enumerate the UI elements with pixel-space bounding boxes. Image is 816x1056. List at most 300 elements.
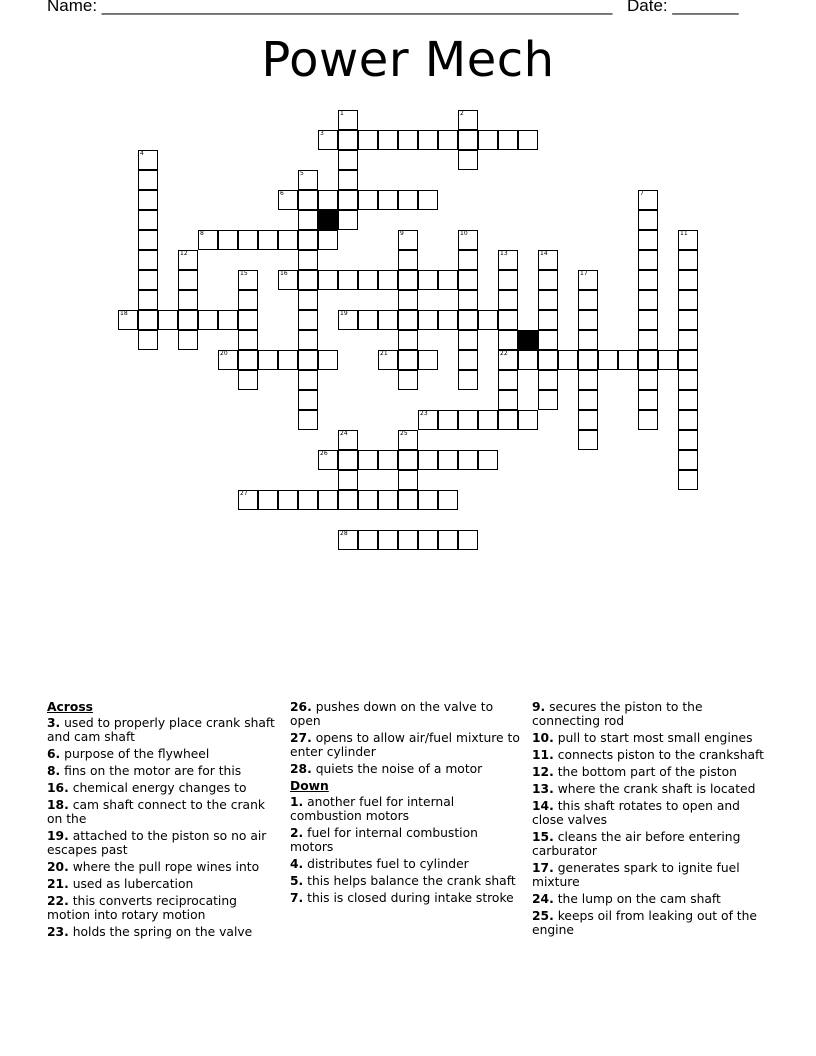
crossword-cell[interactable] bbox=[378, 450, 398, 470]
crossword-cell[interactable] bbox=[578, 390, 598, 410]
name-field-label[interactable]: Name: ______________________________________________________ bbox=[47, 0, 613, 15]
crossword-cell[interactable] bbox=[638, 290, 658, 310]
crossword-cell[interactable] bbox=[218, 350, 238, 370]
crossword-cell[interactable] bbox=[638, 210, 658, 230]
crossword-cell[interactable] bbox=[418, 410, 438, 430]
crossword-cell[interactable] bbox=[298, 410, 318, 430]
crossword-cell[interactable] bbox=[138, 170, 158, 190]
crossword-cell[interactable] bbox=[398, 190, 418, 210]
clue-number: 25. bbox=[532, 909, 554, 923]
clues-column-3 bbox=[532, 700, 767, 940]
crossword-cell[interactable] bbox=[378, 270, 398, 290]
clue-number-label: 1 bbox=[340, 110, 344, 117]
crossword-cell[interactable] bbox=[378, 190, 398, 210]
crossword-cell[interactable] bbox=[278, 230, 298, 250]
clue-number-label: 3 bbox=[320, 130, 324, 137]
crossword-cell[interactable] bbox=[458, 150, 478, 170]
clue-number: 23. bbox=[47, 925, 69, 939]
clue-number: 1. bbox=[290, 795, 304, 809]
crossword-cell[interactable] bbox=[678, 270, 698, 290]
clue-text: purpose of the flywheel bbox=[60, 747, 210, 761]
crossword-cell[interactable] bbox=[238, 230, 258, 250]
clue-text: fins on the motor are for this bbox=[60, 764, 242, 778]
crossword-cell[interactable] bbox=[338, 110, 358, 130]
crossword-cell[interactable] bbox=[538, 370, 558, 390]
crossword-cell[interactable] bbox=[418, 310, 438, 330]
crossword-cell[interactable] bbox=[458, 410, 478, 430]
crossword-cell[interactable] bbox=[618, 350, 638, 370]
crossword-cell[interactable] bbox=[398, 130, 418, 150]
clue-number-label: 27 bbox=[240, 490, 248, 497]
crossword-cell[interactable] bbox=[678, 350, 698, 370]
crossword-cell[interactable] bbox=[338, 170, 358, 190]
crossword-cell[interactable] bbox=[298, 250, 318, 270]
crossword-cell[interactable] bbox=[638, 390, 658, 410]
crossword-cell[interactable] bbox=[578, 430, 598, 450]
clue-number: 13. bbox=[532, 782, 554, 796]
crossword-cell[interactable] bbox=[498, 290, 518, 310]
crossword-cell[interactable] bbox=[378, 130, 398, 150]
down-clue-list bbox=[290, 795, 525, 905]
crossword-cell[interactable] bbox=[238, 310, 258, 330]
crossword-cell[interactable] bbox=[498, 370, 518, 390]
crossword-cell[interactable] bbox=[398, 470, 418, 490]
clue-text: this helps balance the crank shaft bbox=[303, 874, 516, 888]
clue-number: 16. bbox=[47, 781, 69, 795]
clue-number-label: 11 bbox=[680, 230, 688, 237]
down-clue-list-continued bbox=[532, 700, 767, 937]
crossword-cell[interactable] bbox=[438, 310, 458, 330]
crossword-cell[interactable] bbox=[418, 530, 438, 550]
crossword-cell[interactable] bbox=[178, 270, 198, 290]
crossword-cell[interactable] bbox=[138, 150, 158, 170]
clue-item bbox=[47, 860, 282, 874]
crossword-cell[interactable] bbox=[338, 450, 358, 470]
across-clue-list-continued bbox=[290, 700, 525, 776]
clue-number-label: 18 bbox=[120, 310, 128, 317]
crossword-cell[interactable] bbox=[138, 190, 158, 210]
crossword-cell[interactable] bbox=[398, 490, 418, 510]
clue-number: 28. bbox=[290, 762, 312, 776]
clue-number: 17. bbox=[532, 861, 554, 875]
crossword-cell[interactable] bbox=[458, 250, 478, 270]
crossword-black-cell bbox=[318, 210, 338, 230]
clue-item bbox=[290, 700, 525, 728]
crossword-cell[interactable] bbox=[318, 190, 338, 210]
clue-text: attached to the piston so no air escapes past bbox=[47, 829, 267, 857]
crossword-cell[interactable] bbox=[178, 330, 198, 350]
crossword-cell[interactable] bbox=[678, 410, 698, 430]
crossword-cell[interactable] bbox=[478, 410, 498, 430]
crossword-cell[interactable] bbox=[358, 130, 378, 150]
crossword-cell[interactable] bbox=[458, 270, 478, 290]
clue-item bbox=[532, 861, 767, 889]
crossword-cell[interactable] bbox=[178, 290, 198, 310]
clue-number: 19. bbox=[47, 829, 69, 843]
crossword-cell[interactable] bbox=[318, 490, 338, 510]
clue-item bbox=[532, 909, 767, 937]
crossword-cell[interactable] bbox=[498, 410, 518, 430]
crossword-cell[interactable] bbox=[398, 290, 418, 310]
crossword-cell[interactable] bbox=[438, 130, 458, 150]
clue-item bbox=[532, 700, 767, 728]
crossword-cell[interactable] bbox=[438, 410, 458, 430]
crossword-cell[interactable] bbox=[458, 230, 478, 250]
date-field-label[interactable]: Date: _______ bbox=[627, 0, 739, 15]
crossword-cell[interactable] bbox=[338, 270, 358, 290]
crossword-cell[interactable] bbox=[638, 410, 658, 430]
crossword-cell[interactable] bbox=[478, 450, 498, 470]
crossword-cell[interactable] bbox=[678, 250, 698, 270]
crossword-cell[interactable] bbox=[538, 310, 558, 330]
crossword-cell[interactable] bbox=[518, 350, 538, 370]
crossword-cell[interactable] bbox=[358, 530, 378, 550]
crossword-cell[interactable] bbox=[458, 130, 478, 150]
clue-number-label: 9 bbox=[400, 230, 404, 237]
crossword-cell[interactable] bbox=[398, 370, 418, 390]
clue-number: 5. bbox=[290, 874, 304, 888]
clue-number-label: 2 bbox=[460, 110, 464, 117]
clue-item bbox=[47, 925, 282, 939]
crossword-cell[interactable] bbox=[358, 450, 378, 470]
crossword-cell[interactable] bbox=[398, 430, 418, 450]
clue-item bbox=[47, 877, 282, 891]
crossword-black-cell bbox=[518, 330, 538, 350]
crossword-cell[interactable] bbox=[598, 350, 618, 370]
crossword-cell[interactable] bbox=[378, 530, 398, 550]
clue-number-label: 14 bbox=[540, 250, 548, 257]
crossword-cell[interactable] bbox=[298, 350, 318, 370]
crossword-cell[interactable] bbox=[278, 190, 298, 210]
crossword-cell[interactable] bbox=[298, 230, 318, 250]
clue-item bbox=[290, 826, 525, 854]
crossword-cell[interactable] bbox=[298, 290, 318, 310]
crossword-cell[interactable] bbox=[338, 210, 358, 230]
crossword-cell[interactable] bbox=[318, 450, 338, 470]
crossword-cell[interactable] bbox=[438, 490, 458, 510]
crossword-cell[interactable] bbox=[198, 230, 218, 250]
crossword-cell[interactable] bbox=[398, 350, 418, 370]
clue-text: opens to allow air/fuel mixture to enter cylinder bbox=[290, 731, 520, 759]
clue-number: 11. bbox=[532, 748, 554, 762]
crossword-cell[interactable] bbox=[218, 230, 238, 250]
clue-item bbox=[290, 857, 525, 871]
crossword-cell[interactable] bbox=[638, 370, 658, 390]
clue-number: 26. bbox=[290, 700, 312, 714]
crossword-cell[interactable] bbox=[678, 370, 698, 390]
clue-item bbox=[290, 731, 525, 759]
crossword-cell[interactable] bbox=[138, 270, 158, 290]
clue-text: connects piston to the crankshaft bbox=[553, 748, 764, 762]
crossword-cell[interactable] bbox=[338, 190, 358, 210]
clue-item bbox=[47, 798, 282, 826]
clue-number-label: 22 bbox=[500, 350, 508, 357]
crossword-cell[interactable] bbox=[398, 250, 418, 270]
crossword-cell[interactable] bbox=[678, 230, 698, 250]
crossword-cell[interactable] bbox=[498, 350, 518, 370]
crossword-cell[interactable] bbox=[238, 330, 258, 350]
clue-text: used to properly place crank shaft and cam shaft bbox=[47, 716, 275, 744]
crossword-cell[interactable] bbox=[438, 450, 458, 470]
clue-text: distributes fuel to cylinder bbox=[303, 857, 469, 871]
crossword-cell[interactable] bbox=[678, 330, 698, 350]
clue-number-label: 25 bbox=[400, 430, 408, 437]
across-heading: Across bbox=[47, 700, 93, 714]
crossword-cell[interactable] bbox=[638, 230, 658, 250]
crossword-cell[interactable] bbox=[538, 350, 558, 370]
clue-item bbox=[532, 782, 767, 796]
crossword-cell[interactable] bbox=[298, 210, 318, 230]
crossword-cell[interactable] bbox=[138, 290, 158, 310]
clue-item bbox=[47, 781, 282, 795]
crossword-cell[interactable] bbox=[298, 310, 318, 330]
crossword-cell[interactable] bbox=[298, 490, 318, 510]
clue-number-label: 17 bbox=[580, 270, 588, 277]
crossword-cell[interactable] bbox=[678, 310, 698, 330]
clue-number-label: 26 bbox=[320, 450, 328, 457]
crossword-cell[interactable] bbox=[218, 310, 238, 330]
clue-number-label: 13 bbox=[500, 250, 508, 257]
crossword-cell[interactable] bbox=[358, 490, 378, 510]
crossword-cell[interactable] bbox=[258, 490, 278, 510]
crossword-cell[interactable] bbox=[318, 270, 338, 290]
crossword-cell[interactable] bbox=[458, 450, 478, 470]
crossword-cell[interactable] bbox=[678, 450, 698, 470]
crossword-cell[interactable] bbox=[298, 270, 318, 290]
crossword-cell[interactable] bbox=[498, 270, 518, 290]
crossword-cell[interactable] bbox=[258, 350, 278, 370]
clue-number: 3. bbox=[47, 716, 61, 730]
clue-text: another fuel for internal combustion motors bbox=[290, 795, 455, 823]
clue-number: 9. bbox=[532, 700, 546, 714]
crossword-cell[interactable] bbox=[418, 490, 438, 510]
crossword-cell[interactable] bbox=[278, 350, 298, 370]
clue-text: cleans the air before entering carburator bbox=[532, 830, 741, 858]
crossword-cell[interactable] bbox=[458, 330, 478, 350]
clue-number: 8. bbox=[47, 764, 61, 778]
clue-item bbox=[532, 799, 767, 827]
crossword-cell[interactable] bbox=[398, 530, 418, 550]
clue-number: 27. bbox=[290, 731, 312, 745]
clue-item bbox=[47, 716, 282, 744]
crossword-cell[interactable] bbox=[198, 310, 218, 330]
crossword-cell[interactable] bbox=[338, 310, 358, 330]
crossword-cell[interactable] bbox=[478, 310, 498, 330]
crossword-cell[interactable] bbox=[238, 270, 258, 290]
crossword-cell[interactable] bbox=[418, 350, 438, 370]
crossword-cell[interactable] bbox=[578, 310, 598, 330]
crossword-cell[interactable] bbox=[398, 330, 418, 350]
crossword-cell[interactable] bbox=[138, 230, 158, 250]
clue-text: used as lubercation bbox=[68, 877, 194, 891]
crossword-cell[interactable] bbox=[458, 310, 478, 330]
crossword-cell[interactable] bbox=[538, 290, 558, 310]
crossword-cell[interactable] bbox=[578, 410, 598, 430]
crossword-cell[interactable] bbox=[678, 390, 698, 410]
crossword-cell[interactable] bbox=[638, 350, 658, 370]
crossword-cell[interactable] bbox=[478, 130, 498, 150]
clue-number-label: 28 bbox=[340, 530, 348, 537]
clue-number: 22. bbox=[47, 894, 69, 908]
crossword-cell[interactable] bbox=[278, 490, 298, 510]
crossword-cell[interactable] bbox=[338, 130, 358, 150]
crossword-cell[interactable] bbox=[418, 270, 438, 290]
clue-number: 6. bbox=[47, 747, 61, 761]
clue-number-label: 24 bbox=[340, 430, 348, 437]
crossword-cell[interactable] bbox=[378, 490, 398, 510]
page-title: Power Mech bbox=[261, 32, 555, 88]
clue-text: chemical energy changes to bbox=[68, 781, 247, 795]
clue-number-label: 21 bbox=[380, 350, 388, 357]
clue-text: keeps oil from leaking out of the engine bbox=[532, 909, 757, 937]
clue-text: where the pull rope wines into bbox=[68, 860, 260, 874]
crossword-cell[interactable] bbox=[498, 310, 518, 330]
crossword-cell[interactable] bbox=[638, 330, 658, 350]
crossword-cell[interactable] bbox=[678, 470, 698, 490]
crossword-cell[interactable] bbox=[578, 270, 598, 290]
clue-number: 14. bbox=[532, 799, 554, 813]
crossword-cell[interactable] bbox=[538, 390, 558, 410]
clue-text: quiets the noise of a motor bbox=[311, 762, 483, 776]
crossword-cell[interactable] bbox=[238, 490, 258, 510]
crossword-cell[interactable] bbox=[298, 370, 318, 390]
clue-item bbox=[290, 762, 525, 776]
crossword-cell[interactable] bbox=[378, 310, 398, 330]
clue-item bbox=[47, 747, 282, 761]
crossword-cell[interactable] bbox=[458, 350, 478, 370]
clue-item bbox=[532, 765, 767, 779]
crossword-cell[interactable] bbox=[298, 390, 318, 410]
crossword-cell[interactable] bbox=[418, 190, 438, 210]
crossword-cell[interactable] bbox=[358, 270, 378, 290]
clue-text: holds the spring on the valve bbox=[68, 925, 253, 939]
clue-item bbox=[532, 892, 767, 906]
crossword-cell[interactable] bbox=[578, 370, 598, 390]
crossword-cell[interactable] bbox=[498, 250, 518, 270]
crossword-cell[interactable] bbox=[638, 310, 658, 330]
crossword-cell[interactable] bbox=[438, 270, 458, 290]
clue-number: 4. bbox=[290, 857, 304, 871]
clue-text: pushes down on the valve to open bbox=[290, 700, 494, 728]
crossword-cell[interactable] bbox=[418, 130, 438, 150]
clue-item bbox=[47, 829, 282, 857]
clue-item bbox=[532, 830, 767, 858]
crossword-cell[interactable] bbox=[578, 330, 598, 350]
crossword-cell[interactable] bbox=[538, 250, 558, 270]
clue-number-label: 6 bbox=[280, 190, 284, 197]
clue-number: 10. bbox=[532, 731, 554, 745]
crossword-cell[interactable] bbox=[238, 290, 258, 310]
crossword-cell[interactable] bbox=[538, 330, 558, 350]
crossword-cell[interactable] bbox=[138, 330, 158, 350]
crossword-cell[interactable] bbox=[498, 130, 518, 150]
clue-number-label: 5 bbox=[300, 170, 304, 177]
crossword-cell[interactable] bbox=[418, 450, 438, 470]
clue-number-label: 20 bbox=[220, 350, 228, 357]
crossword-cell[interactable] bbox=[538, 270, 558, 290]
crossword-cell[interactable] bbox=[518, 410, 538, 430]
crossword-cell[interactable] bbox=[238, 370, 258, 390]
crossword-cell[interactable] bbox=[458, 370, 478, 390]
crossword-cell[interactable] bbox=[638, 270, 658, 290]
clue-number: 21. bbox=[47, 877, 69, 891]
crossword-cell[interactable] bbox=[458, 110, 478, 130]
crossword-cell[interactable] bbox=[358, 310, 378, 330]
crossword-cell[interactable] bbox=[138, 210, 158, 230]
clue-text: where the crank shaft is located bbox=[553, 782, 756, 796]
crossword-cell[interactable] bbox=[138, 310, 158, 330]
clue-text: generates spark to ignite fuel mixture bbox=[532, 861, 740, 889]
clue-number-label: 15 bbox=[240, 270, 248, 277]
crossword-cell[interactable] bbox=[298, 170, 318, 190]
crossword-cell[interactable] bbox=[398, 230, 418, 250]
crossword-cell[interactable] bbox=[658, 350, 678, 370]
crossword-cell[interactable] bbox=[238, 350, 258, 370]
crossword-cell[interactable] bbox=[318, 350, 338, 370]
crossword-cell[interactable] bbox=[398, 310, 418, 330]
crossword-cell[interactable] bbox=[118, 310, 138, 330]
crossword-cell[interactable] bbox=[398, 270, 418, 290]
crossword-cell[interactable] bbox=[318, 130, 338, 150]
crossword-cell[interactable] bbox=[298, 190, 318, 210]
crossword-cell[interactable] bbox=[578, 350, 598, 370]
crossword-cell[interactable] bbox=[678, 430, 698, 450]
across-clue-list bbox=[47, 716, 282, 939]
crossword-cell[interactable] bbox=[498, 390, 518, 410]
clue-text: this is closed during intake stroke bbox=[303, 891, 514, 905]
clue-number: 15. bbox=[532, 830, 554, 844]
crossword-cell[interactable] bbox=[278, 270, 298, 290]
crossword-cell[interactable] bbox=[398, 450, 418, 470]
crossword-cell[interactable] bbox=[338, 490, 358, 510]
crossword-cell[interactable] bbox=[578, 290, 598, 310]
clue-number-label: 12 bbox=[180, 250, 188, 257]
crossword-cell[interactable] bbox=[338, 470, 358, 490]
crossword-cell[interactable] bbox=[298, 330, 318, 350]
crossword-cell[interactable] bbox=[178, 250, 198, 270]
crossword-cell[interactable] bbox=[438, 530, 458, 550]
crossword-cell[interactable] bbox=[358, 190, 378, 210]
crossword-cell[interactable] bbox=[498, 330, 518, 350]
clue-item bbox=[47, 764, 282, 778]
clue-number-label: 23 bbox=[420, 410, 428, 417]
crossword-cell[interactable] bbox=[138, 250, 158, 270]
clue-number: 20. bbox=[47, 860, 69, 874]
crossword-cell[interactable] bbox=[638, 190, 658, 210]
crossword-cell[interactable] bbox=[338, 150, 358, 170]
clue-item bbox=[290, 891, 525, 905]
crossword-cell[interactable] bbox=[638, 250, 658, 270]
crossword-cell[interactable] bbox=[178, 310, 198, 330]
clue-number-label: 16 bbox=[280, 270, 288, 277]
crossword-cell[interactable] bbox=[678, 290, 698, 310]
crossword-cell[interactable] bbox=[338, 430, 358, 450]
clue-item bbox=[47, 894, 282, 922]
crossword-cell[interactable] bbox=[458, 290, 478, 310]
clue-text: fuel for internal combustion motors bbox=[290, 826, 478, 854]
crossword-cell[interactable] bbox=[258, 230, 278, 250]
crossword-cell[interactable] bbox=[158, 310, 178, 330]
crossword-cell[interactable] bbox=[558, 350, 578, 370]
crossword-cell[interactable] bbox=[338, 530, 358, 550]
crossword-cell[interactable] bbox=[458, 530, 478, 550]
clue-item bbox=[290, 874, 525, 888]
crossword-cell[interactable] bbox=[378, 350, 398, 370]
crossword-cell[interactable] bbox=[318, 230, 338, 250]
clue-item bbox=[290, 795, 525, 823]
crossword-cell[interactable] bbox=[518, 130, 538, 150]
clue-number-label: 7 bbox=[640, 190, 644, 197]
